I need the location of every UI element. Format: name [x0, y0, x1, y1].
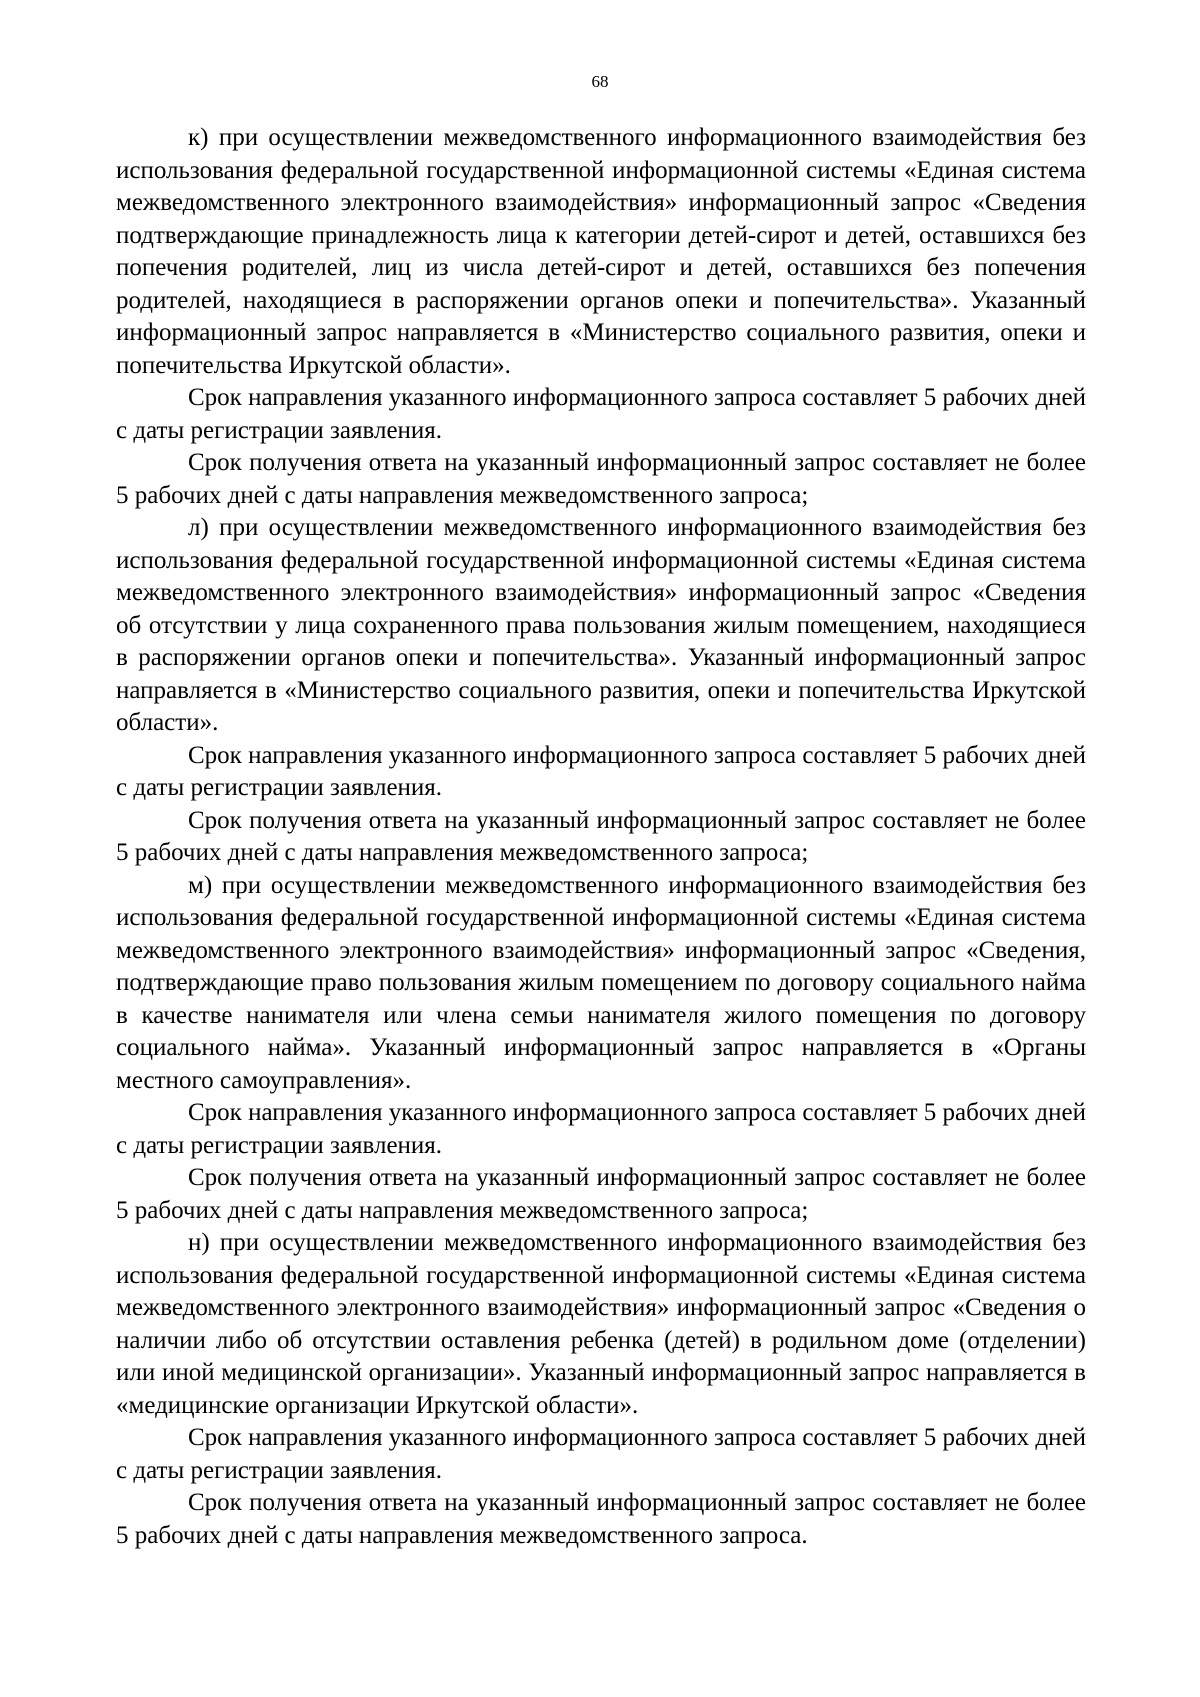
paragraph-l-request-deadline: Срок направления указанного информационного запроса составляет 5 рабочих дней с даты регистрации заявления.: [116, 741, 1086, 801]
page-number: 68: [591, 72, 609, 91]
paragraph-n-response-deadline: Срок получения ответа на указанный информационный запрос составляет не более 5 рабочих дней с даты направления межведомственного запроса.: [116, 1489, 1086, 1549]
paragraph-m-request-deadline: Срок направления указанного информационного запроса составляет 5 рабочих дней с даты регистрации заявления.: [116, 1099, 1086, 1159]
paragraph-n: н) при осуществлении межведомственного информационного взаимодействия без использования федеральной государственной информационной системы «Единая система межведомственного электронного взаимодействия» информационный запрос «Сведения о наличии либо об отсутствии оставления ребенка (детей) в родильном доме (отделении) или иной медицинской организации». Указанный информационный запрос направляется в «медицинские организации Иркутской области».: [116, 1229, 1086, 1419]
paragraph-k-request-deadline: Срок направления указанного информационного запроса составляет 5 рабочих дней с даты регистрации заявления.: [116, 384, 1086, 444]
paragraph-n-request-deadline: Срок направления указанного информационного запроса составляет 5 рабочих дней с даты регистрации заявления.: [116, 1424, 1086, 1484]
paragraph-k: к) при осуществлении межведомственного информационного взаимодействия без использования федеральной государственной информационной системы «Единая система межведомственного электронного взаимодействия» информационный запрос «Сведения подтверждающие принадлежность лица к категории детей-сирот и детей, оставшихся без попечения родителей, лиц из числа детей-сирот и детей, оставшихся без попечения родителей, находящиеся в распоряжении органов опеки и попечительства». Указанный информационный запрос направляется в «Министерство социального развития, опеки и попечительства Иркутской области».: [116, 124, 1086, 379]
paragraph-m: м) при осуществлении межведомственного информационного взаимодействия без использования федеральной государственной информационной системы «Единая система межведомственного электронного взаимодействия» информационный запрос «Сведения, подтверждающие право пользования жилым помещением по договору социального найма в качестве нанимателя или члена семьи нанимателя жилого помещения по договору социального найма». Указанный информационный запрос направляется в «Органы местного самоуправления».: [116, 871, 1086, 1094]
paragraph-k-response-deadline: Срок получения ответа на указанный информационный запрос составляет не более 5 рабочих дней с даты направления межведомственного запроса;: [116, 449, 1086, 509]
paragraph-m-response-deadline: Срок получения ответа на указанный информационный запрос составляет не более 5 рабочих дней с даты направления межведомственного запроса;: [116, 1164, 1086, 1224]
paragraph-l: л) при осуществлении межведомственного информационного взаимодействия без использования федеральной государственной информационной системы «Единая система межведомственного электронного взаимодействия» информационный запрос «Сведения об отсутствии у лица сохраненного права пользования жилым помещением, находящиеся в распоряжении органов опеки и попечительства». Указанный информационный запрос направляется в «Министерство социального развития, опеки и попечительства Иркутской области».: [116, 514, 1086, 736]
document-body: [116, 122, 1086, 1552]
paragraph-l-response-deadline: Срок получения ответа на указанный информационный запрос составляет не более 5 рабочих дней с даты направления межведомственного запроса;: [116, 806, 1086, 866]
